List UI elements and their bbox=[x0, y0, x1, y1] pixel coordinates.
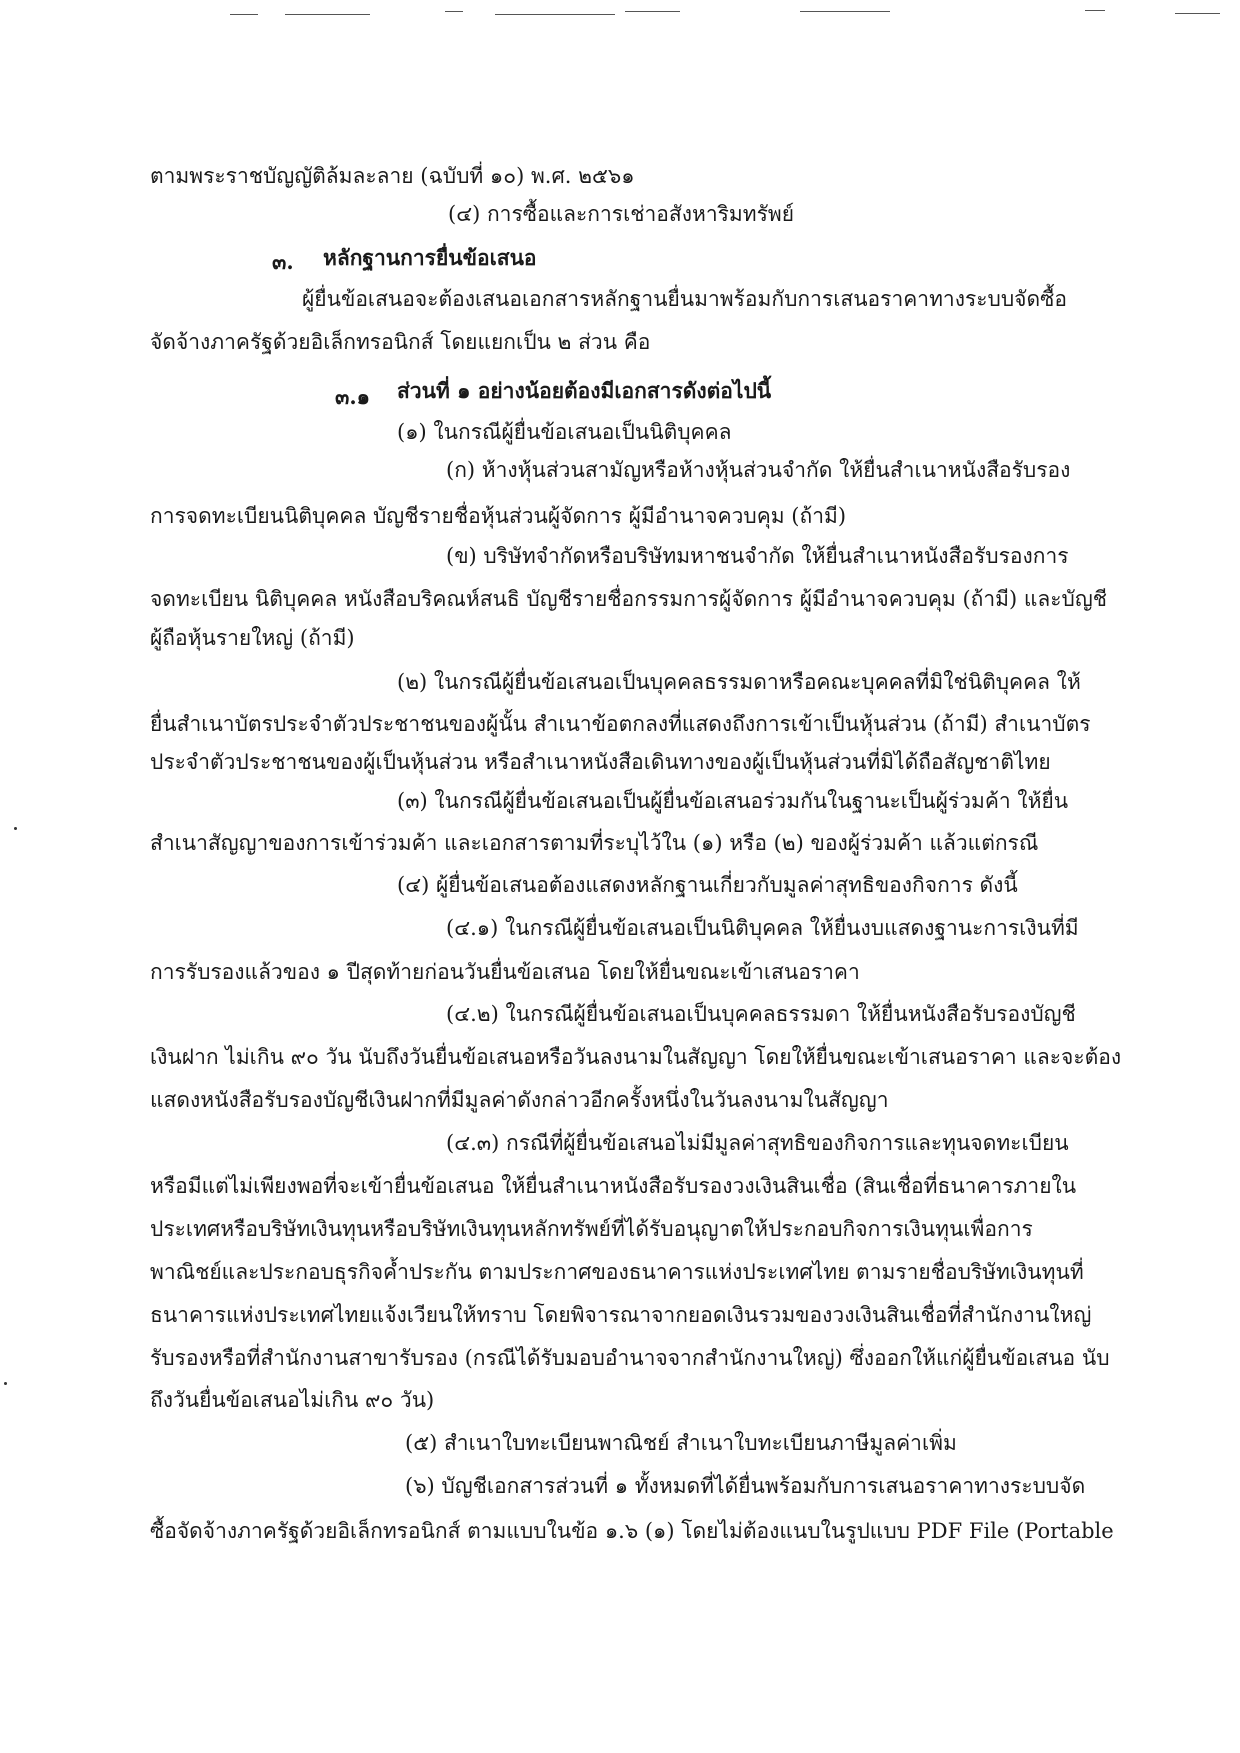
text-line: (๔.๑) ในกรณีผู้ยื่นข้อเสนอเป็นนิติบุคคล ให้ยื่นงบแสดงฐานะการเงินที่มี bbox=[446, 916, 1079, 940]
section-number: ๓. bbox=[272, 249, 294, 274]
text-line: ตามพระราชบัญญัติล้มละลาย (ฉบับที่ ๑๐) พ.ศ. ๒๕๖๑ bbox=[150, 164, 635, 188]
text-line: (ก) ห้างหุ้นส่วนสามัญหรือห้างหุ้นส่วนจำกัด ให้ยื่นสำเนาหนังสือรับรอง bbox=[446, 458, 1071, 482]
text-line: ธนาคารแห่งประเทศไทยแจ้งเวียนให้ทราบ โดยพิจารณาจากยอดเงินรวมของวงเงินสินเชื่อที่สำนักงานใหญ่ bbox=[150, 1303, 1092, 1327]
text-line: (๔) การซื้อและการเช่าอสังหาริมทรัพย์ bbox=[448, 202, 795, 226]
text-line: (๓) ในกรณีผู้ยื่นข้อเสนอเป็นผู้ยื่นข้อเสนอร่วมกันในฐานะเป็นผู้ร่วมค้า ให้ยื่น bbox=[397, 789, 1069, 813]
scan-artifact bbox=[285, 14, 370, 15]
text-line: รับรองหรือที่สำนักงานสาขารับรอง (กรณีได้รับมอบอำนาจจากสำนักงานใหญ่) ซึ่งออกให้แก่ผู้ยื่นข้อเสนอ นับ bbox=[150, 1346, 1110, 1370]
text-line: (๒) ในกรณีผู้ยื่นข้อเสนอเป็นบุคคลธรรมดาหรือคณะบุคคลที่มิใช่นิติบุคคล ให้ bbox=[397, 670, 1081, 694]
text-line: ถึงวันยื่นข้อเสนอไม่เกิน ๙๐ วัน) bbox=[150, 1388, 435, 1412]
text-line: พาณิชย์และประกอบธุรกิจค้ำประกัน ตามประกาศของธนาคารแห่งประเทศไทย ตามรายชื่อบริษัทเงินทุนที่ bbox=[150, 1260, 1084, 1284]
scan-artifact bbox=[230, 14, 258, 15]
text-line: (ข) บริษัทจำกัดหรือบริษัทมหาชนจำกัด ให้ยื่นสำเนาหนังสือรับรองการ bbox=[446, 544, 1069, 568]
text-line: เงินฝาก ไม่เกิน ๙๐ วัน นับถึงวันยื่นข้อเสนอหรือวันลงนามในสัญญา โดยให้ยื่นขณะเข้าเสนอราคา และจะต้อง bbox=[150, 1045, 1122, 1069]
scan-artifact bbox=[1085, 10, 1105, 11]
text-line: (๔.๒) ในกรณีผู้ยื่นข้อเสนอเป็นบุคคลธรรมดา ให้ยื่นหนังสือรับรองบัญชี bbox=[446, 1002, 1076, 1026]
text-line: จัดจ้างภาครัฐด้วยอิเล็กทรอนิกส์ โดยแยกเป็น ๒ ส่วน คือ bbox=[150, 330, 651, 354]
text-line: ผู้ยื่นข้อเสนอจะต้องเสนอเอกสารหลักฐานยื่นมาพร้อมกับการเสนอราคาทางระบบจัดซื้อ bbox=[302, 287, 1067, 311]
scan-artifact bbox=[800, 11, 890, 12]
text-line: (๔) ผู้ยื่นข้อเสนอต้องแสดงหลักฐานเกี่ยวกับมูลค่าสุทธิของกิจการ ดังนี้ bbox=[397, 873, 1018, 897]
text-line: ประเทศหรือบริษัทเงินทุนหรือบริษัทเงินทุนหลักทรัพย์ที่ได้รับอนุญาตให้ประกอบกิจการเงินทุนเพื่อการ bbox=[150, 1217, 1033, 1241]
text-line: จดทะเบียน นิติบุคคล หนังสือบริคณห์สนธิ บัญชีรายชื่อกรรมการผู้จัดการ ผู้มีอำนาจควบคุม (ถ้ามี) และบัญชี bbox=[150, 587, 1108, 611]
text-line: หรือมีแต่ไม่เพียงพอที่จะเข้ายื่นข้อเสนอ ให้ยื่นสำเนาหนังสือรับรองวงเงินสินเชื่อ (สินเชื่อที่ธนาคารภายใน bbox=[150, 1174, 1077, 1198]
subsection-heading: ส่วนที่ ๑ อย่างน้อยต้องมีเอกสารดังต่อไปนี้ bbox=[397, 378, 772, 403]
text-line: (๑) ในกรณีผู้ยื่นข้อเสนอเป็นนิติบุคคล bbox=[397, 420, 732, 444]
text-line: ประจำตัวประชาชนของผู้เป็นหุ้นส่วน หรือสำเนาหนังสือเดินทางของผู้เป็นหุ้นส่วนที่มิได้ถือสัญชาติไทย bbox=[150, 750, 1051, 774]
subsection-number: ๓.๑ bbox=[335, 384, 370, 409]
scan-artifact bbox=[625, 11, 680, 12]
scan-mark bbox=[14, 827, 17, 830]
text-line: (๕) สำเนาใบทะเบียนพาณิชย์ สำเนาใบทะเบียนภาษีมูลค่าเพิ่ม bbox=[405, 1431, 957, 1455]
text-line: ผู้ถือหุ้นรายใหญ่ (ถ้ามี) bbox=[150, 626, 355, 650]
text-line: (๔.๓) กรณีที่ผู้ยื่นข้อเสนอไม่มีมูลค่าสุทธิของกิจการและทุนจดทะเบียน bbox=[446, 1131, 1069, 1155]
text-line: สำเนาสัญญาของการเข้าร่วมค้า และเอกสารตามที่ระบุไว้ใน (๑) หรือ (๒) ของผู้ร่วมค้า แล้วแต่กรณี bbox=[150, 831, 1039, 855]
section-heading: หลักฐานการยื่นข้อเสนอ bbox=[323, 245, 537, 270]
text-line: แสดงหนังสือรับรองบัญชีเงินฝากที่มีมูลค่าดังกล่าวอีกครั้งหนึ่งในวันลงนามในสัญญา bbox=[150, 1088, 889, 1112]
text-line: การรับรองแล้วของ ๑ ปีสุดท้ายก่อนวันยื่นข้อเสนอ โดยให้ยื่นขณะเข้าเสนอราคา bbox=[150, 960, 860, 984]
scan-artifact bbox=[495, 14, 615, 15]
scan-mark bbox=[4, 1382, 7, 1385]
scan-artifact bbox=[1175, 13, 1220, 14]
text-line: ยื่นสำเนาบัตรประจำตัวประชาชนของผู้นั้น สำเนาข้อตกลงที่แสดงถึงการเข้าเป็นหุ้นส่วน (ถ้ามี) สำเนาบัตร bbox=[150, 712, 1091, 736]
scan-artifact bbox=[445, 11, 463, 12]
text-line: ซื้อจัดจ้างภาครัฐด้วยอิเล็กทรอนิกส์ ตามแบบในข้อ ๑.๖ (๑) โดยไม่ต้องแนบในรูปแบบ PDF File (Portable bbox=[150, 1519, 1114, 1543]
text-line: (๖) บัญชีเอกสารส่วนที่ ๑ ทั้งหมดที่ได้ยื่นพร้อมกับการเสนอราคาทางระบบจัด bbox=[405, 1474, 1086, 1498]
text-line: การจดทะเบียนนิติบุคคล บัญชีรายชื่อหุ้นส่วนผู้จัดการ ผู้มีอำนาจควบคุม (ถ้ามี) bbox=[150, 504, 847, 528]
